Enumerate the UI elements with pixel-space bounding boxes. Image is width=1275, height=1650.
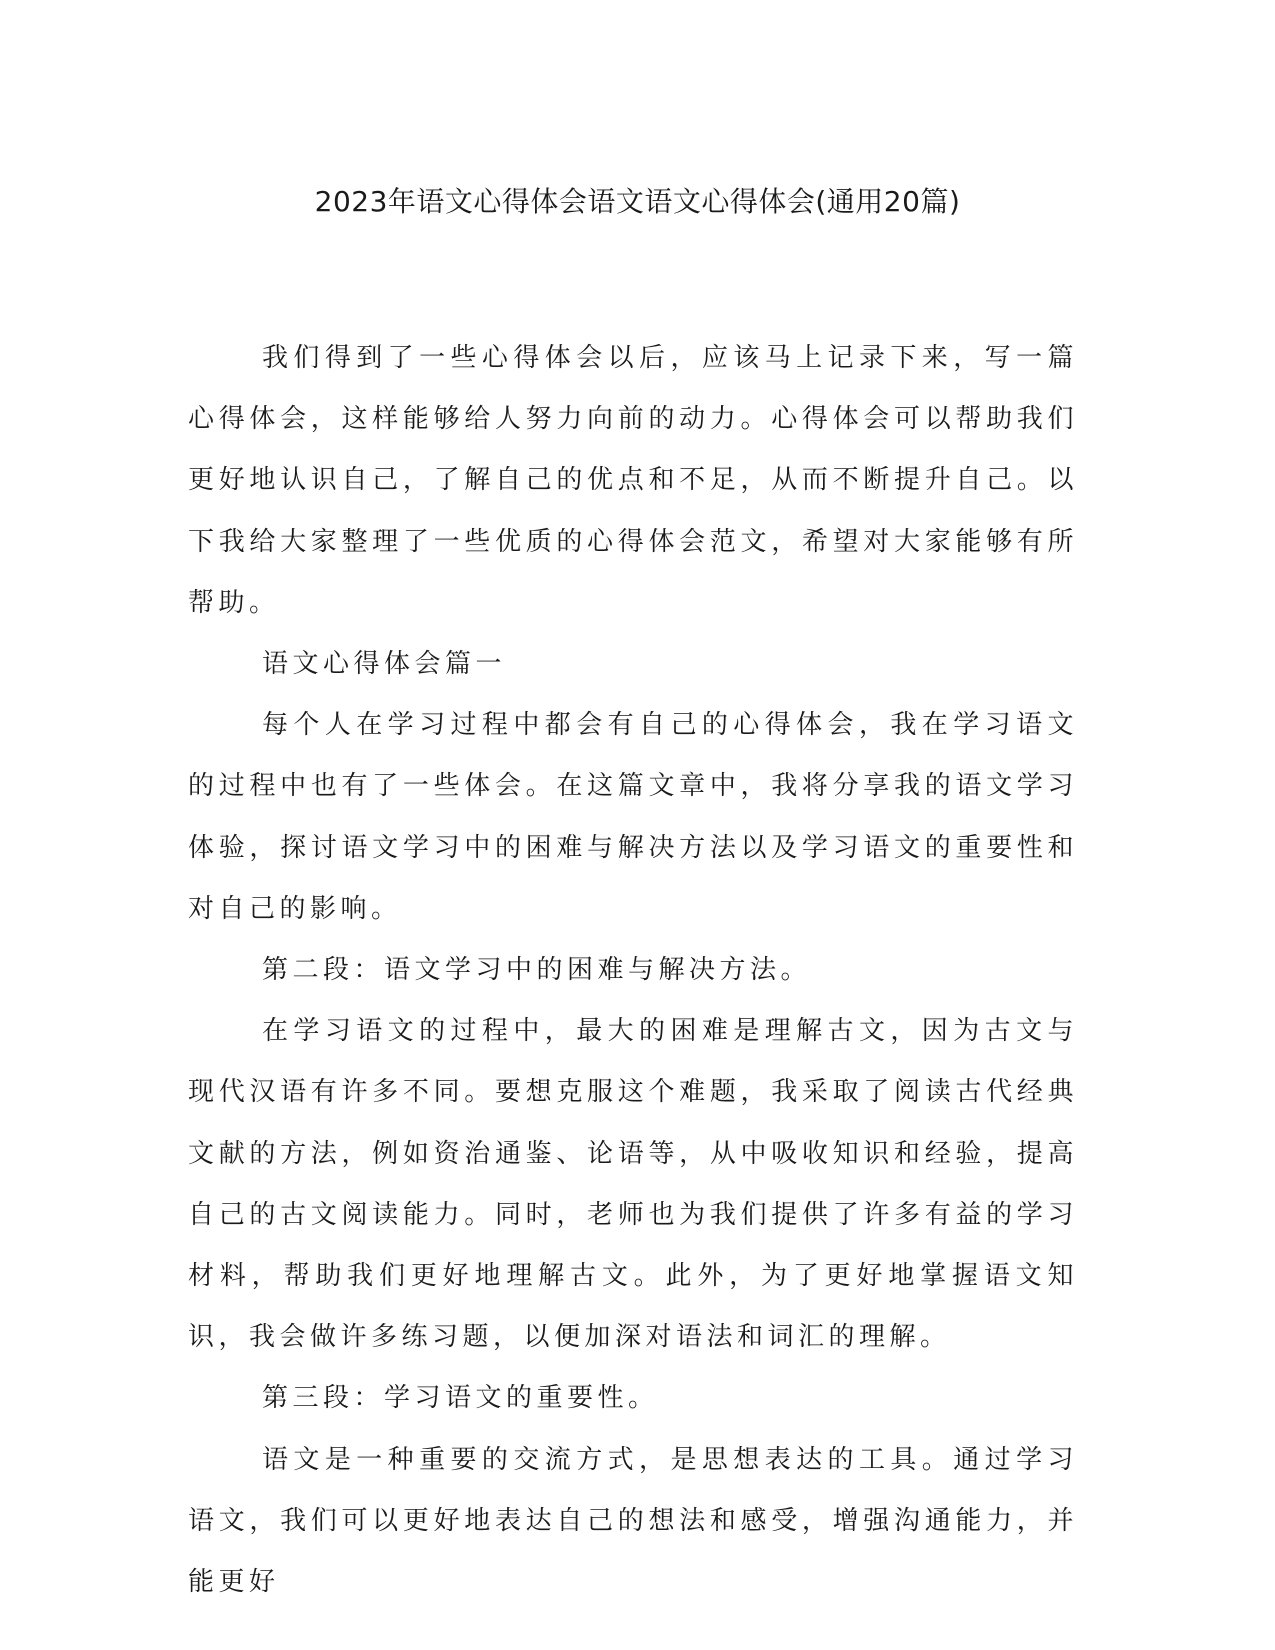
document-title: 2023年语文心得体会语文语文心得体会(通用20篇)	[314, 185, 961, 218]
section-heading-part-three: 第三段：学习语文的重要性。	[262, 1383, 659, 1414]
intro-paragraph: 我们得到了一些心得体会以后，应该马上记录下来，写一篇心得体会，这样能够给人努力向前的动力。心得体会可以帮助我们更好地认识自己，了解自己的优点和不足，从而不断提升自己。以下我给大家整理了一些优质的心得体会范文，希望对大家能够有所帮助。	[188, 343, 1078, 618]
section-heading-part-one: 语文心得体会篇一	[262, 649, 507, 680]
body-paragraph: 在学习语文的过程中，最大的困难是理解古文，因为古文与现代汉语有许多不同。要想克服这个难题，我采取了阅读古代经典文献的方法，例如资治通鉴、论语等，从中吸收知识和经验，提高自己的古文阅读能力。同时，老师也为我们提供了许多有益的学习材料，帮助我们更好地理解古文。此外，为了更好地掌握语文知识，我会做许多练习题，以便加深对语法和词汇的理解。	[188, 1016, 1078, 1353]
body-paragraph: 每个人在学习过程中都会有自己的心得体会，我在学习语文的过程中也有了一些体会。在这篇文章中，我将分享我的语文学习体验，探讨语文学习中的困难与解决方法以及学习语文的重要性和对自己的影响。	[188, 710, 1078, 924]
document-body	[188, 328, 1078, 1613]
section-heading-part-two: 第二段：语文学习中的困难与解决方法。	[262, 955, 812, 986]
body-paragraph: 语文是一种重要的交流方式，是思想表达的工具。通过学习语文，我们可以更好地表达自己的想法和感受，增强沟通能力，并能更好	[188, 1444, 1078, 1598]
